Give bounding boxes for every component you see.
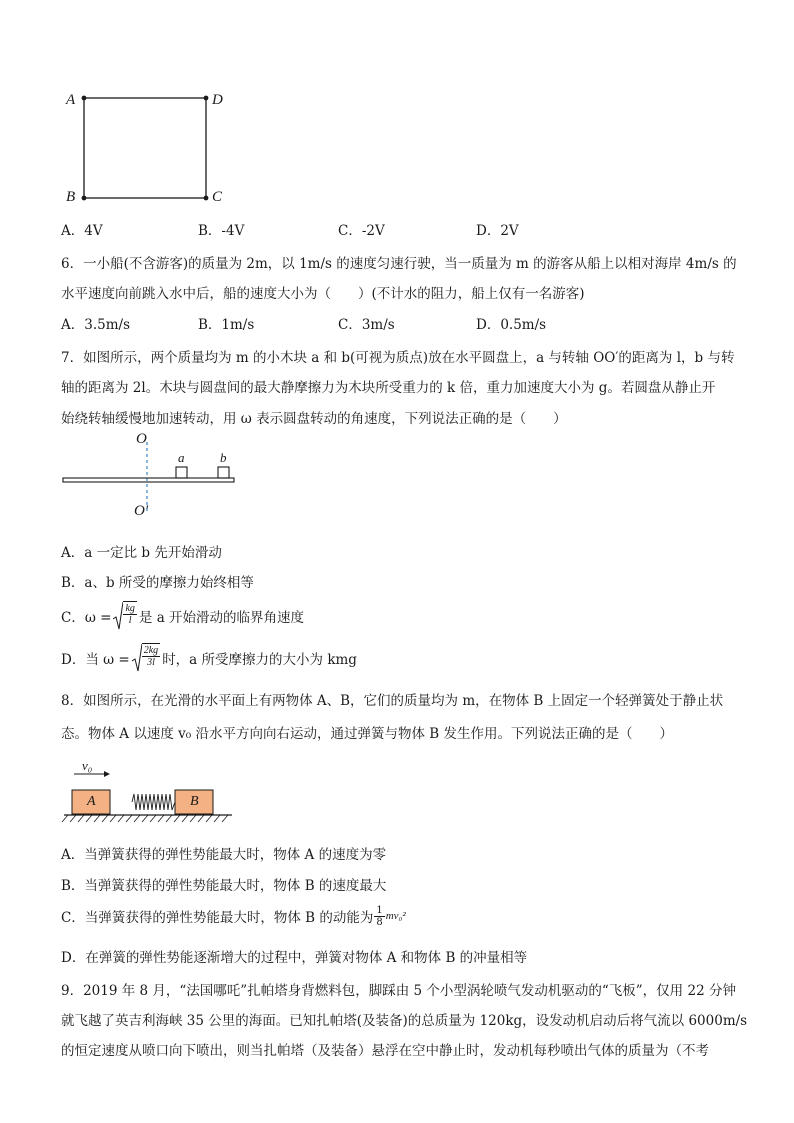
q6-option-b[interactable]: B．1m/s (198, 317, 255, 333)
fraction-c (123, 601, 136, 631)
q7-option-d[interactable] (61, 642, 357, 674)
q8-option-c-tail: mv₀² (385, 910, 406, 922)
q8-option-d[interactable]: D．在弹簧的弹性势能逐渐增大的过程中，弹簧对物体 A 和物体 B 的冲量相等 (61, 950, 528, 966)
q8-option-c[interactable] (61, 900, 406, 932)
point-D (204, 96, 209, 101)
fraction-c-denominator: l (128, 615, 132, 626)
q6-option-a[interactable]: A．3.5m/s (61, 317, 130, 333)
sqrt-expression-d (132, 643, 160, 673)
fraction-q8-denominator: 8 (376, 916, 383, 928)
q5-option-c[interactable]: C．-2V (338, 223, 385, 239)
sqrt-expression-c (113, 601, 136, 631)
block-a (176, 467, 187, 478)
square-outline (84, 98, 206, 198)
fraction-q8-numerator: 1 (376, 904, 383, 916)
radical-icon (132, 643, 142, 673)
label-block-B: B (190, 794, 199, 809)
q7-option-c-suffix: 是 a 开始滑动的临界角速度 (138, 610, 305, 626)
fraction-c-numerator: kg (125, 603, 135, 614)
label-v0: v₀ (82, 758, 93, 773)
square-diagram (60, 88, 230, 208)
q7-option-d-prefix: D．当 ω = (61, 652, 130, 668)
q7-option-c-prefix: C．ω = (61, 610, 112, 626)
q7-stem-line-2: 轴的距离为 2l。木块与圆盘间的最大静摩擦力为木块所受重力的 k 倍，重力加速度大小为 g。若圆盘从静止开 (61, 380, 716, 396)
ground-hatching (62, 815, 228, 822)
label-O-prime: O′ (134, 503, 149, 519)
q8-stem-line-2: 态。物体 A 以速度 v₀ 沿水平方向向右运动，通过弹簧与物体 B 发生作用。下列说法正确的是（ ） (61, 726, 673, 742)
q7-option-d-suffix: 时，a 所受摩擦力的大小为 kmg (162, 652, 357, 668)
q7-option-b[interactable]: B．a、b 所受的摩擦力始终相等 (61, 575, 254, 591)
q5-option-b[interactable]: B．-4V (198, 223, 245, 239)
q7-disk-diagram (58, 432, 248, 527)
label-a: a (178, 450, 185, 465)
q5-option-a[interactable]: A．4V (61, 223, 103, 239)
label-B: B (66, 189, 76, 205)
q7-stem-line-1: 7．如图所示，两个质量均为 m 的小木块 a 和 b(可视为质点)放在水平圆盘上，a 与转轴 OO′的距离为 l，b 与转 (61, 350, 735, 366)
label-b: b (220, 450, 227, 465)
q8-option-c-prefix: C．当弹簧获得的弹性势能最大时，物体 B 的动能为 (61, 910, 374, 926)
block-b (218, 467, 229, 478)
q8-option-a[interactable]: A．当弹簧获得的弹性势能最大时，物体 A 的速度为零 (61, 847, 387, 863)
q7-option-a[interactable]: A．a 一定比 b 先开始滑动 (61, 545, 222, 561)
q7-option-c[interactable] (61, 600, 304, 632)
q6-stem-line-2: 水平速度向前跳入水中后，船的速度大小为（ ）(不计水的阻力，船上仅有一名游客) (61, 286, 585, 302)
point-A (82, 96, 87, 101)
radical-icon (113, 601, 123, 631)
q7-stem-line-3: 始绕转轴缓慢地加速转动，用 ω 表示圆盘转动的角速度，下列说法正确的是（ ） (61, 411, 567, 427)
q9-stem-line-1: 9．2019 年 8 月，“法国哪吒”扎帕塔身背燃料包，脚踩由 5 个小型涡轮喷气发动机驱动的“飞板”，仅用 22 分钟 (61, 983, 736, 999)
q8-stem-line-1: 8．如图所示，在光滑的水平面上有两物体 A、B，它们的质量均为 m，在物体 B 上固定一个轻弹簧处于静止状 (61, 693, 724, 709)
fraction-d-numerator: 2kg (143, 645, 159, 656)
label-D: D (212, 92, 223, 108)
label-O: O (136, 431, 147, 447)
q6-option-c[interactable]: C．3m/s (338, 317, 395, 333)
q9-stem-line-3: 的恒定速度从喷口向下喷出，则当扎帕塔（及装备）悬浮在空中静止时，发动机每秒喷出气体的质量为（不考 (61, 1043, 709, 1059)
label-A: A (66, 92, 76, 108)
q6-stem-line-1: 6．一小船(不含游客)的质量为 2m，以 1m/s 的速度匀速行驶，当一质量为 m 的游客从船上以相对海岸 4m/s 的 (61, 256, 737, 272)
fraction-d-denominator: 3l (147, 657, 155, 668)
label-block-A: A (87, 794, 96, 809)
q9-stem-line-2: 就飞越了英吉利海峡 35 公里的海面。已知扎帕塔(及装备)的总质量为 120kg，设发动机启动后将气流以 6000m/s (61, 1013, 748, 1029)
fraction-d (142, 643, 160, 673)
point-B (82, 196, 87, 201)
disk (63, 478, 234, 482)
fraction-q8 (374, 905, 384, 928)
spring (132, 794, 175, 810)
arrow-head-icon (104, 771, 110, 777)
label-C: C (212, 189, 223, 205)
q8-option-b[interactable]: B．当弹簧获得的弹性势能最大时，物体 B 的速度最大 (61, 878, 387, 894)
point-C (204, 196, 209, 201)
q5-option-d[interactable]: D．2V (476, 223, 519, 239)
q6-option-d[interactable]: D．0.5m/s (476, 317, 547, 333)
